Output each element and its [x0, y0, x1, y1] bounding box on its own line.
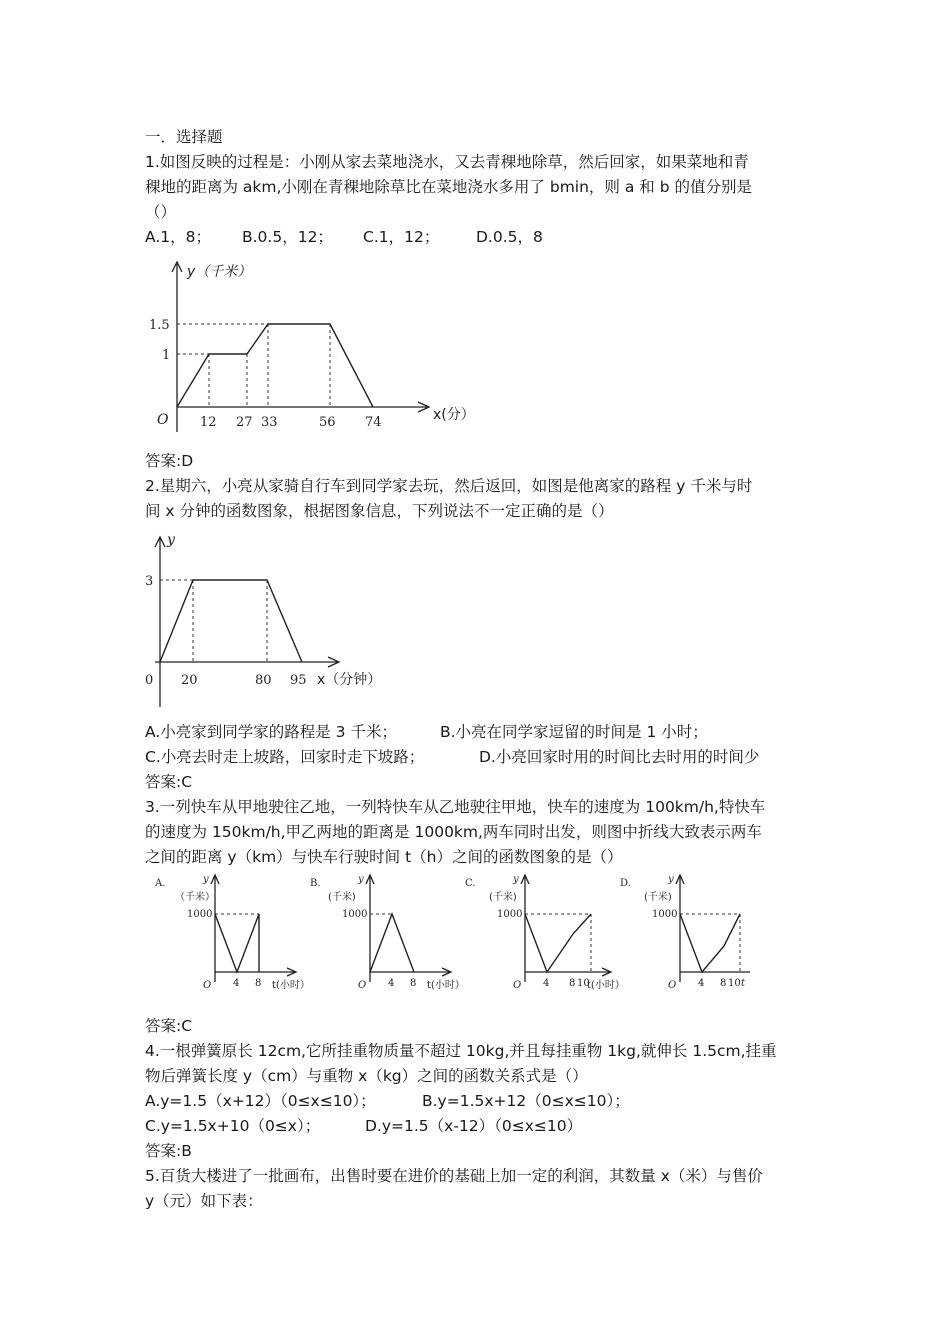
q2-x-label: x（分钟） [317, 672, 382, 688]
q4-option-b: B.y=1.5x+12（0≤x≤10）； [422, 1092, 630, 1110]
q3-a-y-tick: 1000 [187, 909, 213, 920]
q1-stem-line-2: 稞地的距离为 akm,小刚在青稞地除草比在菜地浇水多用了 bmin，则 a 和 b 的值分别是 [145, 178, 752, 196]
q3-d-unit: (千米) [644, 892, 672, 903]
q3-c-y-tick: 1000 [497, 909, 523, 920]
q3-c-x-tick-8: 8 [569, 978, 576, 989]
q2-option-c: C.小亮去时走上坡路，回家时走下坡路； [145, 748, 425, 766]
q1-x-tick-74: 74 [365, 415, 382, 430]
q3-c-origin: O [513, 980, 522, 991]
q3-b-x-label: t(小时） [427, 980, 465, 991]
q2-distance-curve [160, 580, 302, 662]
q3-b-y-label: y [358, 874, 364, 885]
q1-answer: 答案:D [145, 452, 194, 470]
q3-d-x-tick-10: 10 [728, 978, 741, 989]
q1-y-tick-1: 1 [162, 348, 171, 363]
q1-y-tick-15: 1.5 [149, 318, 170, 333]
q3-b-unit: (千米) [328, 892, 356, 903]
q1-option-b: B.0.5，12； [242, 228, 333, 246]
q2-stem-line-2: 间 x 分钟的函数图象，根据图象信息，下列说法不一定正确的是（） [145, 502, 614, 520]
q2-graph [145, 532, 405, 712]
q3-a-x-tick-4: 4 [233, 978, 240, 989]
q3-a-x-label: t(小时） [272, 980, 310, 991]
q3-graphs [145, 872, 765, 1002]
q3-c-curve [525, 914, 591, 972]
q1-stem-line-3: （） [145, 203, 177, 221]
q3-c-letter: C. [465, 878, 476, 889]
q3-c-y-label: y [513, 874, 519, 885]
q2-option-a: A.小亮家到同学家的路程是 3 千米； [145, 723, 397, 741]
q4-option-c: C.y=1.5x+10（0≤x）； [145, 1117, 321, 1135]
q2-x-tick-20: 20 [181, 673, 198, 688]
q1-x-tick-33: 33 [261, 415, 278, 430]
q3-a-unit: （千米） [175, 892, 215, 903]
q2-option-d: D.小亮回家时用的时间比去时用的时间少 [479, 748, 760, 766]
q3-a-letter: A. [155, 878, 166, 889]
q2-stem-line-1: 2.星期六，小亮从家骑自行车到同学家去玩，然后返回，如图是他离家的路程 y 千米与时 [145, 477, 753, 495]
q2-origin-label: 0 [145, 673, 154, 688]
q4-stem-line-2: 物后弹簧长度 y（cm）与重物 x（kg）之间的函数关系式是（） [145, 1067, 588, 1085]
q1-x-tick-12: 12 [200, 415, 217, 430]
q3-c-x-tick-10: 10 [577, 978, 590, 989]
q2-options-row-2 [145, 745, 815, 770]
section-title: 一．选择题 [145, 128, 223, 146]
q5-stem-line-1: 5.百货大楼进了一批画布，出售时要在进价的基础上加一定的利润，其数量 x（米）与售价 [145, 1167, 763, 1185]
q4-answer: 答案:B [145, 1142, 192, 1160]
q4-stem-line-1: 4.一根弹簧原长 12cm,它所挂重物质量不超过 10kg,并且每挂重物 1kg,就伸长 1.5cm,挂重 [145, 1042, 777, 1060]
q3-b-x-tick-4: 4 [388, 978, 395, 989]
q3-stem-line-3: 之间的距离 y（km）与快车行驶时间 t（h）之间的函数图象的是（） [145, 848, 623, 866]
q3-d-x-tick-8: 8 [720, 978, 727, 989]
q3-b-y-tick: 1000 [342, 909, 368, 920]
q3-c-x-label: t(小时） [587, 980, 625, 991]
q1-origin-label: O [157, 412, 169, 428]
q1-distance-curve [177, 324, 373, 407]
q3-a-origin: O [203, 980, 212, 991]
q3-b-curve [370, 914, 414, 972]
q2-y-label: y [167, 532, 175, 548]
q3-graph-d [620, 874, 750, 991]
q4-options-row-1 [145, 1089, 815, 1114]
q3-answer: 答案:C [145, 1017, 193, 1035]
q2-x-tick-80: 80 [255, 673, 272, 688]
q3-b-origin: O [358, 980, 367, 991]
q1-options [145, 225, 815, 250]
q1-x-tick-56: 56 [319, 415, 336, 430]
q1-option-d: D.0.5，8 [476, 228, 543, 246]
q2-x-tick-95: 95 [290, 673, 307, 688]
q4-option-a: A.y=1.5（x+12）（0≤x≤10）； [145, 1092, 376, 1110]
q3-stem-line-2: 的速度为 150km/h,甲乙两地的距离是 1000km,两车同时出发，则图中折线大致表示两车 [145, 823, 762, 841]
q2-option-b: B.小亮在同学家逗留的时间是 1 小时； [440, 723, 708, 741]
q2-answer: 答案:C [145, 773, 193, 791]
q3-graph-c [465, 874, 625, 991]
q1-stem-line-1: 1.如图反映的过程是：小刚从家去菜地浇水，又去青稞地除草，然后回家，如果菜地和青 [145, 153, 749, 171]
q3-a-y-label: y [203, 874, 209, 885]
q5-stem-line-2: y（元）如下表： [145, 1192, 263, 1210]
q1-x-tick-27: 27 [236, 415, 253, 430]
q3-d-curve [680, 914, 740, 972]
q3-a-x-tick-8: 8 [255, 978, 262, 989]
q3-d-y-label: y [668, 874, 674, 885]
document-page [145, 125, 815, 1214]
q2-y-tick-3: 3 [145, 574, 154, 589]
q3-c-unit: (千米) [489, 892, 517, 903]
q3-graph-a [154, 874, 310, 991]
q3-d-y-tick: 1000 [652, 909, 678, 920]
q3-d-origin: O [668, 980, 677, 991]
q2-options-row-1 [145, 720, 815, 745]
q1-option-a: A.1，8； [145, 228, 211, 246]
q1-graph [145, 254, 485, 439]
q3-b-x-tick-8: 8 [410, 978, 417, 989]
q3-c-x-tick-4: 4 [543, 978, 550, 989]
q3-a-curve [215, 914, 259, 972]
q3-d-x-tick-4: 4 [698, 978, 705, 989]
q4-option-d: D.y=1.5（x-12）（0≤x≤10） [365, 1117, 583, 1135]
q3-graph-b [310, 874, 465, 991]
q4-options-row-2 [145, 1114, 815, 1139]
q1-y-label: y（千米） [187, 264, 252, 280]
q3-d-x-label: t [741, 978, 746, 989]
q1-option-c: C.1，12； [363, 228, 440, 246]
q3-d-letter: D. [620, 878, 631, 889]
q3-stem-line-1: 3.一列快车从甲地驶往乙地，一列特快车从乙地驶往甲地，快车的速度为 100km/h,特快车 [145, 798, 766, 816]
q3-b-letter: B. [310, 878, 321, 889]
q1-x-label: x(分） [433, 407, 475, 423]
